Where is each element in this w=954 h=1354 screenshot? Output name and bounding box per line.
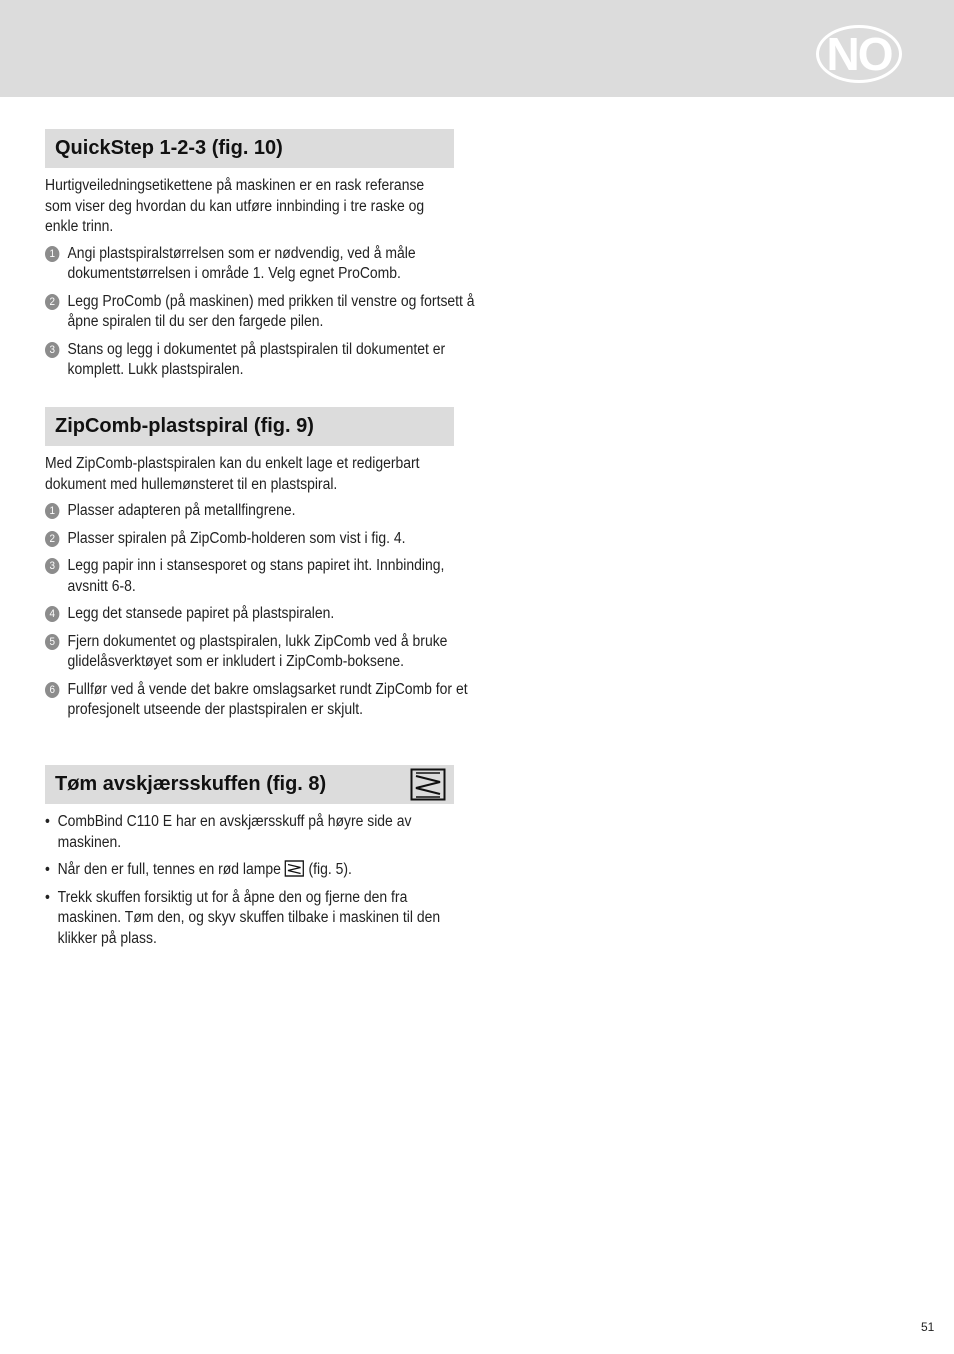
list-item: [45, 292, 476, 333]
step-number-badge: 2: [45, 531, 59, 547]
list-item-text: Stans og legg i dokumentet på plastspiralen til dokumentet er komplett. Lukk plastspiralen.: [67, 340, 446, 378]
step-number-badge: 6: [45, 682, 59, 698]
list-item-text: Legg papir inn i stansesporet og stans papiret iht. Innbinding, avsnitt 6-8.: [67, 557, 445, 595]
list-item: [45, 556, 476, 597]
list-item: [45, 529, 476, 550]
bullet-item: [45, 812, 466, 853]
section-quickstep: [45, 129, 475, 388]
bullet-text: CombBind C110 E har en avskjærsskuff på høyre side av maskinen.: [57, 813, 412, 851]
list-item: [45, 604, 476, 625]
list-item-text: Plasser adapteren på metallfingrene.: [67, 502, 296, 519]
waste-tray-icon: [285, 860, 305, 877]
list-item-text: Legg det stansede papiret på plastspiralen.: [67, 605, 335, 622]
list-item: [45, 340, 476, 381]
section-intro: Hurtigveiledningsetikettene på maskinen er en rask referanse som viser deg hvordan du kan utføre innbinding i tre raske og enkle trinn.: [45, 177, 425, 235]
step-number-badge: 5: [45, 634, 59, 650]
section-title: ZipComb-plastspiral (fig. 9): [55, 415, 314, 437]
page-number: 51: [921, 1320, 935, 1334]
list-item-text: Fjern dokumentet og plastspiralen, lukk ZipComb ved å bruke glidelåsverktøyet som er inkludert i ZipComb-boksene.: [67, 632, 448, 670]
waste-tray-icon: [410, 768, 446, 801]
bullet-text: Når den er full, tennes en rød lampe: [57, 861, 281, 878]
step-number-badge: 1: [45, 503, 59, 519]
step-number-badge: 4: [45, 606, 59, 622]
list-item: [45, 501, 476, 522]
step-number-badge: 3: [45, 342, 59, 358]
header-bar: [0, 0, 954, 97]
section-title: Tøm avskjærsskuffen (fig. 8): [55, 773, 327, 795]
bullet-text: (fig. 5).: [308, 861, 352, 878]
section-intro: Med ZipComb-plastspiralen kan du enkelt lage et redigerbart dokument med hullemønsteret til en plastspiral.: [45, 455, 420, 493]
step-number-badge: 1: [45, 246, 59, 262]
list-item-text: Fullfør ved å vende det bakre omslagsarket rundt ZipComb for et profesjonelt utseende der plastspiralen er skjult.: [67, 680, 468, 718]
step-number-badge: 3: [45, 558, 59, 574]
step-number-badge: 2: [45, 294, 59, 310]
section-header: [45, 765, 454, 804]
section-zipcomb: [45, 407, 468, 728]
bullet-marker: •: [45, 888, 50, 906]
section-empty-waste-tray: [45, 765, 454, 956]
bullet-marker: •: [45, 861, 50, 878]
list-item: [45, 632, 476, 673]
list-item-text: Legg ProComb (på maskinen) med prikken til venstre og fortsett å åpne spiralen til du ser den fargede pilen.: [67, 292, 475, 330]
list-item-text: Angi plastspiralstørrelsen som er nødvendig, ved å måle dokumentstørrelsen i område 1. Velg egnet ProComb.: [67, 244, 416, 282]
section-header: [45, 129, 454, 168]
bullet-item: [45, 860, 466, 881]
list-item-text: Plasser spiralen på ZipComb-holderen som vist i fig. 4.: [67, 529, 406, 547]
section-title: QuickStep 1-2-3 (fig. 10): [55, 137, 283, 159]
list-item: [45, 244, 476, 285]
bullet-text: Trekk skuffen forsiktig ut for å åpne den og fjerne den fra maskinen. Tøm den, og skyv skuffen tilbake i maskinen til den klikker på plass.: [57, 888, 441, 947]
bullet-marker: •: [45, 813, 50, 830]
section-header: [45, 407, 454, 446]
language-badge: NO: [816, 25, 902, 83]
list-item: [45, 680, 476, 721]
bullet-item: [45, 888, 466, 950]
